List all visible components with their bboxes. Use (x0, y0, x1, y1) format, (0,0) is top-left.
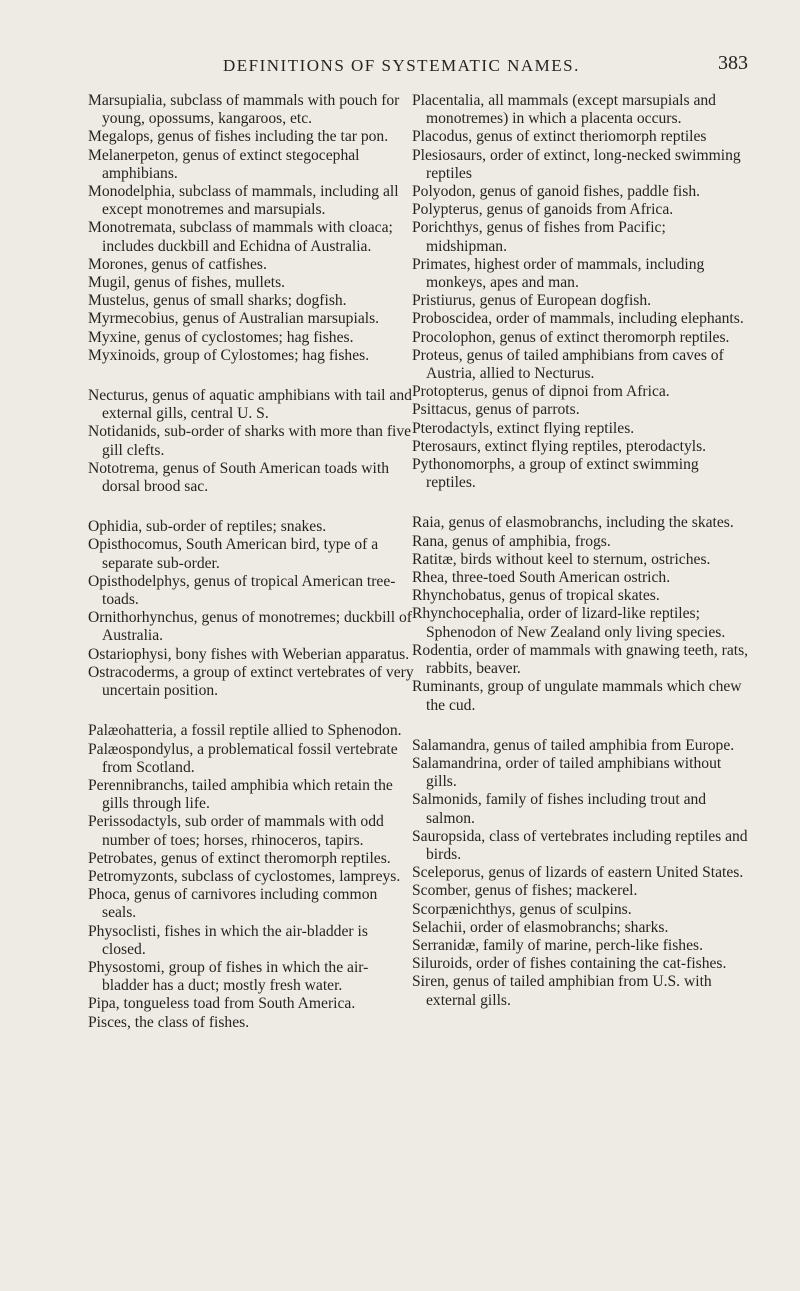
definition-entry: Primates, highest order of mammals, including monkeys, apes and man. (412, 255, 705, 292)
definition-entry: Polypterus, genus of ganoids from Africa. (412, 201, 674, 219)
definition-entry: Ornithorhynchus, genus of monotremes; duckbill of Australia. (88, 609, 412, 645)
definition-entry: Proteus, genus of tailed amphibians from caves of Austria, allied to Necturus. (412, 346, 724, 383)
definition-entry: Physoclisti, fishes in which the air-bladder is closed. (88, 922, 368, 958)
definition-entry: Serranidæ, family of marine, perch-like fishes. (412, 936, 703, 954)
page-header (88, 52, 748, 80)
definition-entry: Ruminants, group of ungulate mammals which chew the cud. (412, 678, 742, 714)
definition-entry: Petrobates, genus of extinct theromorph reptiles. (88, 849, 391, 867)
definition-entry: Ophidia, sub-order of reptiles; snakes. (88, 518, 327, 536)
definition-entry: Protopterus, genus of dipnoi from Africa. (412, 383, 670, 401)
definition-entry: Melanerpeton, genus of extinct stegocephal amphibians. (88, 146, 360, 182)
definition-entry: Monotremata, subclass of mammals with cloaca; includes duckbill and Echidna of Australia. (88, 219, 393, 255)
definition-entry: Opisthocomus, South American bird, type of a separate sub-order. (88, 536, 379, 572)
definition-entry: Siluroids, order of fishes containing the cat-fishes. (412, 955, 727, 973)
definition-entry: Palæohatteria, a fossil reptile allied to Sphenodon. (88, 722, 402, 740)
definition-entry: Pisces, the class of fishes. (88, 1013, 250, 1031)
definition-entry: Siren, genus of tailed amphibian from U.S. with external gills. (412, 973, 712, 1009)
definition-entry: Ostracoderms, a group of extinct vertebrates of very uncertain position. (88, 663, 414, 700)
definition-entry: Mustelus, genus of small sharks; dogfish. (88, 292, 347, 310)
definition-entry: Myxinoids, group of Cylostomes; hag fishes. (88, 346, 370, 364)
definition-entry: Placentalia, all mammals (except marsupials and monotremes) in which a placenta occurs. (412, 92, 716, 128)
definition-entry: Nototrema, genus of South American toads with dorsal brood sac. (88, 459, 389, 496)
page-number: 383 (718, 52, 748, 74)
definition-entry: Proboscidea, order of mammals, including elephants. (412, 310, 744, 328)
definition-entry: Psittacus, genus of parrots. (412, 401, 580, 419)
definition-entry: Phoca, genus of carnivores including common seals. (88, 886, 378, 922)
definition-entry: Rhynchobatus, genus of tropical skates. (412, 587, 660, 605)
definition-entry: Physostomi, group of fishes in which the air-bladder has a duct; mostly fresh water. (88, 958, 369, 995)
definition-entry: Plesiosaurs, order of extinct, long-necked swimming reptiles (412, 146, 741, 182)
definition-entry: Ratitæ, birds without keel to sternum, ostriches. (412, 550, 711, 568)
definition-entry: Scorpænichthys, genus of sculpins. (412, 900, 632, 918)
entry-group (88, 387, 414, 496)
left-column (88, 92, 414, 1054)
entry-group (412, 514, 750, 714)
definition-entry: Pterosaurs, extinct flying reptiles, pterodactyls. (412, 437, 707, 455)
definition-entry: Opisthodelphys, genus of tropical American tree-toads. (88, 572, 396, 609)
definition-entry: Pythonomorphs, a group of extinct swimming reptiles. (412, 456, 699, 492)
definition-entry: Salmonids, family of fishes including trout and salmon. (412, 791, 707, 827)
definition-entry: Sauropsida, class of vertebrates including reptiles and birds. (412, 827, 748, 863)
entry-group (88, 518, 414, 700)
definition-entry: Pristiurus, genus of European dogfish. (412, 292, 652, 310)
definition-entry: Necturus, genus of aquatic amphibians with tail and external gills, central U. S. (88, 387, 412, 423)
definition-entry: Scomber, genus of fishes; mackerel. (412, 882, 638, 900)
definition-entry: Rhea, three-toed South American ostrich. (412, 569, 671, 587)
definition-entry: Raia, genus of elasmobranchs, including the skates. (412, 514, 734, 532)
definition-entry: Polyodon, genus of ganoid fishes, paddle fish. (412, 183, 701, 201)
definition-entry: Selachii, order of elasmobranchs; sharks. (412, 918, 669, 936)
entry-group (412, 92, 750, 492)
entry-group (88, 92, 414, 365)
definition-entry: Monodelphia, subclass of mammals, including all except monotremes and marsupials. (88, 183, 399, 219)
right-column (412, 92, 750, 1032)
definition-entry: Marsupialia, subclass of mammals with pouch for young, opossums, kangaroos, etc. (88, 92, 400, 128)
definition-entry: Mugil, genus of fishes, mullets. (88, 274, 286, 292)
definition-entry: Porichthys, genus of fishes from Pacific; midshipman. (412, 219, 666, 255)
definition-entry: Salamandrina, order of tailed amphibians without gills. (412, 754, 722, 791)
definition-entry: Notidanids, sub-order of sharks with more than five gill clefts. (88, 423, 412, 459)
definition-entry: Procolophon, genus of extinct theromorph reptiles. (412, 328, 730, 346)
entry-group (412, 737, 750, 1010)
definition-entry: Myxine, genus of cyclostomes; hag fishes. (88, 328, 354, 346)
definition-entry: Morones, genus of catfishes. (88, 255, 267, 273)
definition-entry: Perissodactyls, sub order of mammals with odd number of toes; horses, rhinoceros, tapirs. (88, 813, 384, 849)
running-title: DEFINITIONS OF SYSTEMATIC NAMES. (223, 56, 580, 75)
definition-entry: Rhynchocephalia, order of lizard-like reptiles; Sphenodon of New Zealand only living species. (412, 605, 726, 641)
definition-entry: Placodus, genus of extinct theriomorph reptiles (412, 128, 707, 146)
definition-entry: Pterodactyls, extinct flying reptiles. (412, 419, 635, 437)
definition-entry: Palæospondylus, a problematical fossil vertebrate from Scotland. (88, 740, 398, 776)
entry-group (88, 722, 414, 1031)
definition-entry: Myrmecobius, genus of Australian marsupials. (88, 310, 380, 328)
definition-entry: Salamandra, genus of tailed amphibia from Europe. (412, 736, 735, 754)
definition-entry: Perennibranchs, tailed amphibia which retain the gills through life. (88, 776, 393, 813)
definition-entry: Rana, genus of amphibia, frogs. (412, 532, 611, 550)
definition-entry: Pipa, tongueless toad from South America. (88, 995, 356, 1013)
definition-entry: Sceleporus, genus of lizards of eastern United States. (412, 864, 744, 882)
definition-entry: Rodentia, order of mammals with gnawing teeth, rats, rabbits, beaver. (412, 641, 749, 678)
definition-entry: Petromyzonts, subclass of cyclostomes, lampreys. (88, 867, 401, 885)
definition-entry: Megalops, genus of fishes including the tar pon. (88, 128, 389, 146)
definition-entry: Ostariophysi, bony fishes with Weberian apparatus. (88, 645, 410, 663)
